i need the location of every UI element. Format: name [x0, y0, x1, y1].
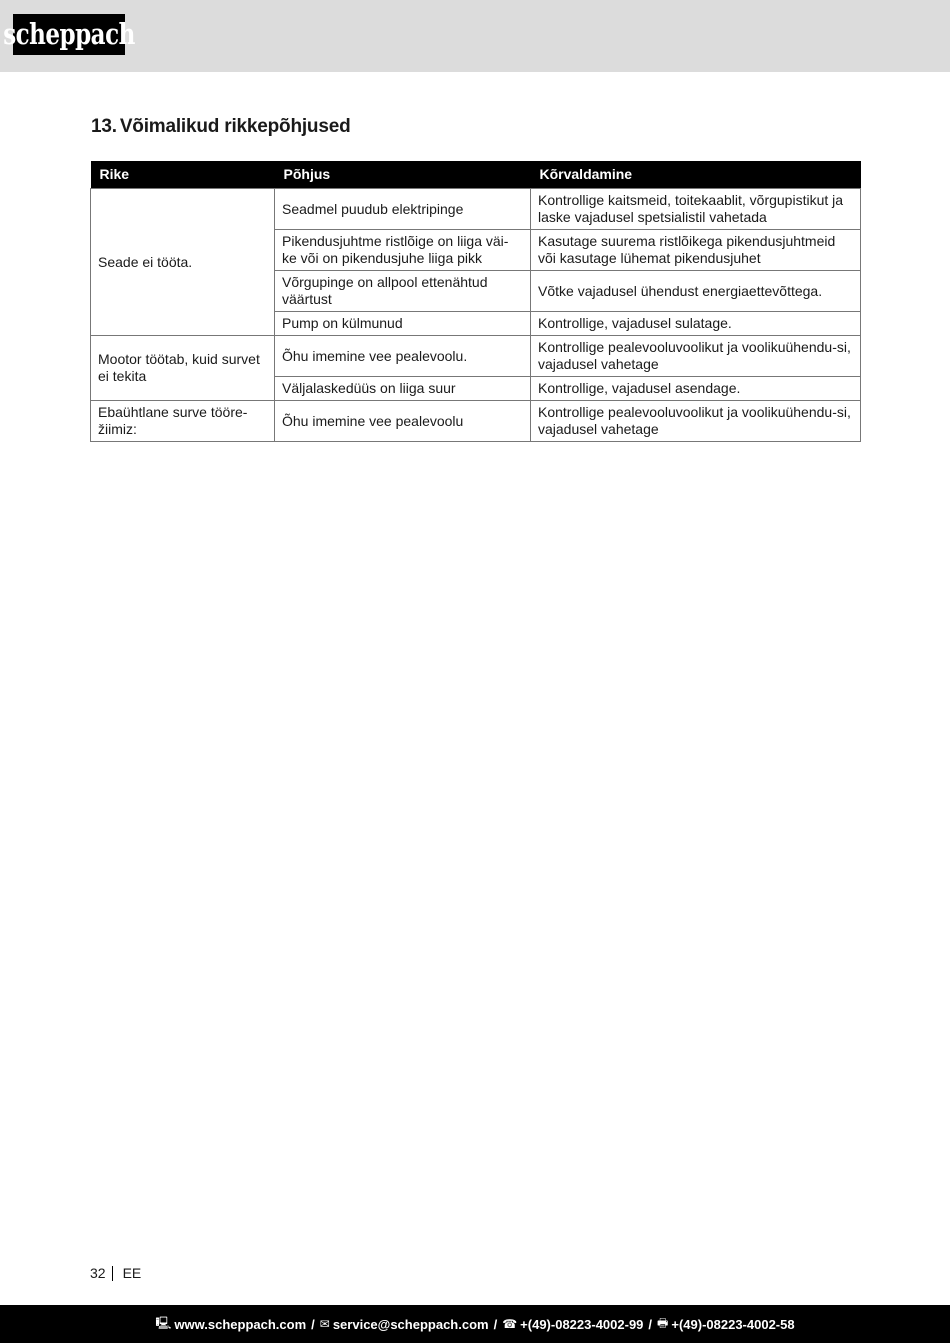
footer-bar — [0, 1305, 950, 1343]
cause-cell: Pump on külmunud — [275, 312, 531, 336]
phone-icon: ☎ — [502, 1317, 518, 1331]
footer-phone: +(49)-08223-4002-99 — [520, 1316, 644, 1332]
footer-separator: / — [493, 1316, 498, 1332]
remedy-cell: Kasutage suurema ristlõikega pikendusjuhtmeid või kasutage lühemat pikendusjuhet — [531, 230, 861, 271]
cause-cell: Pikendusjuhtme ristlõige on liiga väi-ke või on pikendusjuhe liiga pikk — [275, 230, 531, 271]
remedy-cell: Võtke vajadusel ühendust energiaettevõttega. — [531, 271, 861, 312]
computer-icon: 🖳 — [155, 1315, 172, 1330]
cause-cell: Õhu imemine vee pealevoolu. — [275, 336, 531, 377]
language-code: EE — [122, 1265, 142, 1281]
column-header-remedy: Kõrvaldamine — [531, 161, 861, 189]
fault-cell: Mootor töötab, kuid survet ei tekita — [91, 336, 275, 401]
table-row — [91, 401, 861, 442]
footer-email[interactable]: service@scheppach.com — [332, 1316, 489, 1332]
logo-text: scheppach — [3, 17, 135, 52]
remedy-cell: Kontrollige pealevooluvoolikut ja voolikuühendu-si, vajadusel vahetage — [531, 401, 861, 442]
remedy-cell: Kontrollige, vajadusel sulatage. — [531, 312, 861, 336]
envelope-icon: ✉ — [319, 1317, 330, 1331]
cause-cell: Seadmel puudub elektripinge — [275, 189, 531, 230]
section-title-text: Võimalikud rikkepõhjused — [119, 116, 351, 137]
remedy-cell: Kontrollige kaitsmeid, toitekaablit, võrgupistikut ja laske vajadusel spetsialistil vahetada — [531, 189, 861, 230]
cause-cell: Õhu imemine vee pealevoolu — [275, 401, 531, 442]
scheppach-logo — [3, 14, 135, 55]
page-number-divider — [112, 1266, 113, 1281]
table-row — [91, 336, 861, 377]
footer-website[interactable]: www.scheppach.com — [174, 1316, 307, 1332]
fault-table — [90, 161, 861, 442]
page-number — [90, 1265, 141, 1281]
fault-cell: Ebaühtlane surve tööre-žiimiz: — [91, 401, 275, 442]
footer-separator: / — [648, 1316, 653, 1332]
page-number-value: 32 — [90, 1265, 106, 1281]
header-bar — [0, 0, 950, 72]
cause-cell: Väljalaskedüüs on liiga suur — [275, 377, 531, 401]
cause-cell: Võrgupinge on allpool ettenähtud väärtust — [275, 271, 531, 312]
footer-fax: +(49)-08223-4002-58 — [671, 1316, 795, 1332]
section-number: 13. — [91, 116, 117, 137]
table-header-row — [91, 161, 861, 189]
remedy-cell: Kontrollige, vajadusel asendage. — [531, 377, 861, 401]
fault-cell: Seade ei tööta. — [91, 189, 275, 336]
table-row — [91, 189, 861, 230]
section-title — [91, 116, 350, 138]
footer-separator: / — [311, 1316, 315, 1332]
column-header-cause: Põhjus — [275, 161, 531, 189]
remedy-cell: Kontrollige pealevooluvoolikut ja voolikuühendu-si, vajadusel vahetage — [531, 336, 861, 377]
fax-icon: 🖶 — [657, 1315, 669, 1330]
column-header-fault: Rike — [91, 161, 275, 189]
